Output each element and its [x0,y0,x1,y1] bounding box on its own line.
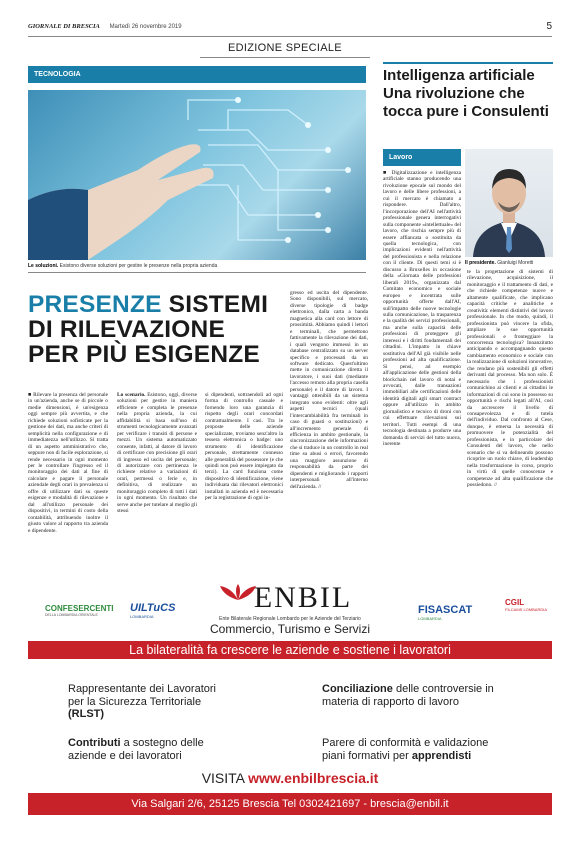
photo-caption [28,263,366,269]
logo-confesercenti [45,604,114,617]
cgil-text: CGIL [505,598,525,607]
caption-divider [28,272,366,273]
rlst-line1: Rappresentante dei Lavoratori [68,683,216,695]
portrait-caption [465,260,553,266]
ad-slogan-band: La bilateralità fa crescere le aziende e sostiene i lavoratori [28,641,552,659]
headline-line2: DI RILEVAZIONE [28,316,225,343]
uiltucs-text: UILTuCS [130,602,176,614]
rlst-bold: (RLST) [68,708,105,720]
right-column-a: ■ Digitalizzazione e intelligenza artificiale stanno producendo una rivoluzione epocale sul mondo del lavoro e delle libere professioni, a cui il mercato è chiamato a rispondere. Dall'altro, l'incorporazione dell'AI nell'attività professionale genera interrogativi sulla componente «intellettuale» del lavoro, che rischia sempre più di essere affiancata o sostituita da quella tecnologica, con implicazioni evidenti nell'attività del professionista e nella relazione con il cliente. Di questi temi si è discusso a Bruxelles in occasione della «Giornata delle professioni liberali 2019», organizzata dal Comitato economico e sociale europeo e incentrata sulle opportunità offerte dall'AI, sull'impatto delle nuove tecnologie sulla comunicazione, la trasparenza e la qualità dei servizi professionali, ma anche sulla capacità delle professioni di proteggere gli interessi e i diritti fondamentali dei cittadini. L'impatto in chiave sostitutiva dell'AI già visibile nelle professioni ad alta qualificazione. Si pensi, ad esempio all'applicazione delle gestioni della blockchain nel lavoro di notai e avvocati, dalle transazioni immobiliari alle certificazioni delle identità digitali agli smart contract oppure all'utilizzo in ambito giornalistico e tecnico di droni con cui effettuare rilevazioni sui territori. Tutti esempi di una tecnologia destinata a produrre una domanda di servizi del tutto nuova, inerente [383,170,461,448]
ad-visit-line [28,770,552,786]
enbil-leaf-icon [216,584,260,602]
visit-url-link[interactable]: www.enbilbrescia.it [248,770,379,786]
parere-line1: Parere di conformità e validazione [322,737,489,749]
right-column-b: te la progettazione di sistemi di rilevazione, acquisizione, il monitoraggio e il trattamento di dati, e che richiede competenze nuove e altamente qualificate, che implicano capacità critiche e analitiche e creatività: elementi distintivi del lavoro professionale. In che modo, quindi, il professionista può vincere la sfida, ampliare le sue opportunità professionali e fronteggiare la concorrenza tecnologica? Innanzitutto anticipando e accompagnando questo cambiamento economico e sociale con la realizzazione di soluzioni innovative, che rendano più sostenibili gli effetti derivanti dal processo. Ma non solo. È necessario che i professionisti comunichino ai clienti e ai cittadini le informazioni di cui sono in possesso su opportunità e rischi legati all'AI, così da accrescere il livello di consapevolezza e di tutela dell'individuo. Dal confronto al Cese, dunque, è emersa la necessità di promuovere le potenzialità del professionista, e in particolare dei Consulenti del lavoro, che nello scenario che si va delineando possono ricoprire un ruolo chiave, di leadership nella trasformazione in corso, proprio in virtù di quelle conoscenze e competenze ad alta qualificazione che possiedono. // [467,269,553,488]
confesercenti-text: CONFESERCENTI [45,604,114,613]
enbil-brand: ENBIL [253,581,353,614]
logo-uiltucs [130,602,178,619]
service-conciliazione [322,683,547,708]
headline-accent: PRESENZE [28,291,162,318]
uiltucs-sub: LOMBARDIA [130,614,154,619]
article-column-4: gresso ed uscita del dipendente. Sono disponibili, sul mercato, diverse tipologie di badge elettronico, dalla carta a banda magnetica alla card con lettore di prossimità. Abbiamo quindi i lettori e terminali, che permettono fattivamente la rilevazione dei dati, i quali vengono immessi in un database centralizzato su un server specifico e processati da un software dedicato. Quest'ultimo mette in comunicazione diretta il lavoratore, i suoi dati (mediante l'accesso remoto alla propria casella personale) e il datore di lavoro. I vantaggi ottenibili da un sistema integrato sono evidenti: oltre agli aspetti tecnici (quali l'intercambiabilità fra terminali in caso di guasti o sostituzioni) e all'incremento generale di efficienza in ambito gestionale, la sincronizzazione delle informazioni che si traduce in un controllo in real time su abusi o errori, favorendo una maggiore assunzione di responsabilità da parte dei dipendenti e migliorando i rapporti interpersonali all'interno dell'azienda. // [290,290,368,490]
cgil-sub: FILCAMS LOMBARDIA [505,607,548,612]
parere-bold: apprendisti [411,749,472,762]
edition-divider [200,57,370,58]
column-2-lead: Lo scenario. [117,392,146,398]
rlst-line2: per la Sicurezza Territoriale [68,695,202,708]
caption-text: Esistono diverse soluzioni per gestire le presenze nella propria azienda [58,263,218,269]
contributi-line2: aziende e dei lavoratori [68,749,182,762]
section-label-tecnologia: TECNOLOGIA [28,66,366,83]
conciliazione-bold: Conciliazione [322,683,393,695]
header-divider [28,36,552,37]
headline-line3: PER PIÙ ESIGENZE [28,341,260,368]
logo-cgil-filcams [505,598,549,612]
right-top-rule [383,62,553,64]
article-photo-hand-circuit [28,90,366,260]
portrait-caption-bold: Il presidente. [465,260,496,266]
newspaper-name: GIORNALE DI BRESCIA [28,23,100,30]
enbil-logo [214,582,364,614]
issue-date: Martedì 26 novembre 2019 [109,24,182,30]
column-2-text: Esistono, oggi, diverse soluzioni per gestire in maniera efficiente e completa le presenze nella propria azienda, la cui affidabilità si basa sull'uso di strumenti tecnologicamente avanzati per verificare i transiti di persone e mezzi. Un sistema automatizzato consente, infatti, al datore di lavoro di certificare con precisione gli orari di ingresso ed uscita del personale; di autorizzare con pertinenza le richieste relative a variazioni di orari, permessi o ferie e, in definitiva, di realizzare un monitoraggio completo di tutti i dati in ogni momento. Un risultato che serve anche per tutelare al meglio gli stessi [117,392,197,515]
article-column-1: ■ Rilevare la presenza del personale in un'azienda, anche se di piccole o medie dimensioni, è un'esigenza oggi sempre più avvertita, e che richiede soluzioni sofisticate per la gestione dei dati, ma anche criteri di semplicità nella configurazione e di immediatezza nell'utilizzo. Si tratta di un aspetto amministrativo che, seppure non di facile esplorazione, si rende necessario in ogni momento per le controllare l'ingresso ed il monitoraggio dei dati al fine di calcolare e pagare il personale aziendale degli orari in prevalenza si offre di utilizzare dati su queste esigenze e modalità di rilevazione e dal all'utilizzo personale dei dispositivi, in termini di costo della contabilità, attribuendo inoltre il giusto valore al rapporto tra azienda e dipendente. [28,392,108,534]
logo-fisascat [418,604,488,621]
edition-label: EDIZIONE SPECIALE [228,42,342,54]
portrait-photo [465,149,553,257]
right-title-line1: Intelligenza artificiale [383,67,535,84]
enbil-subtitle: Ente Bilaterale Regionale Lombardo per le Aziende del Terziario [219,616,361,622]
caption-bold: Le soluzioni. [28,263,59,269]
confesercenti-sub: DELLA LOMBARDIA ORIENTALE [45,613,98,617]
portrait-caption-text: Gianluigi Moretti [495,260,534,266]
right-title-line2: Una rivoluzione che [383,85,525,102]
parere-line2: piani formativi per [322,749,412,762]
conciliazione-line2: materia di rapporto di lavoro [322,695,459,708]
section-label-lavoro: Lavoro [383,149,461,166]
contributi-rest: a sostegno delle [120,737,204,749]
page-header [28,23,552,37]
fisascat-sub: LOMBARDIA [418,616,442,621]
circuit-illustration [28,90,366,260]
service-rlst [68,683,298,721]
portrait-illustration [465,149,553,257]
conciliazione-rest: delle controversie in [392,683,494,695]
headline-line1: SISTEMI [161,291,269,318]
enbil-tagline: Commercio, Turismo e Servizi [209,622,371,636]
page-number: 5 [546,21,552,32]
fisascat-text: FISASCAT [418,604,473,616]
article-column-3: si dipendenti, sottraendoli ad ogni forma di controllo casuale e fornendo loro una garanzia di rispetto degli orari concordati contrattualmente. I casi. Tra le proposte delle aziende specializzate, troviamo senz'altro la tessera elettronica o badge: uno strumento di identificazione personale, strettamente connesso alle generalità del possessore (e che quindi non può essere impiegato da terzi). La card funziona come dispositivo di identificazione, viene individuata dai rilevatori elettronici installati in azienda ed è necessaria per la registrazione di ogni in- [205,392,283,502]
service-contributi [68,737,298,762]
article-column-2 [117,392,197,570]
right-article-title [383,67,553,121]
service-parere [322,737,547,762]
ad-address-band: Via Salgari 2/6, 25125 Brescia Tel 0302421697 - brescia@enbil.it [28,793,552,815]
right-title-line3: tocca pure i Consulenti [383,103,549,120]
contributi-bold: Contributi [68,737,121,749]
visit-prefix: VISITA [201,770,249,786]
